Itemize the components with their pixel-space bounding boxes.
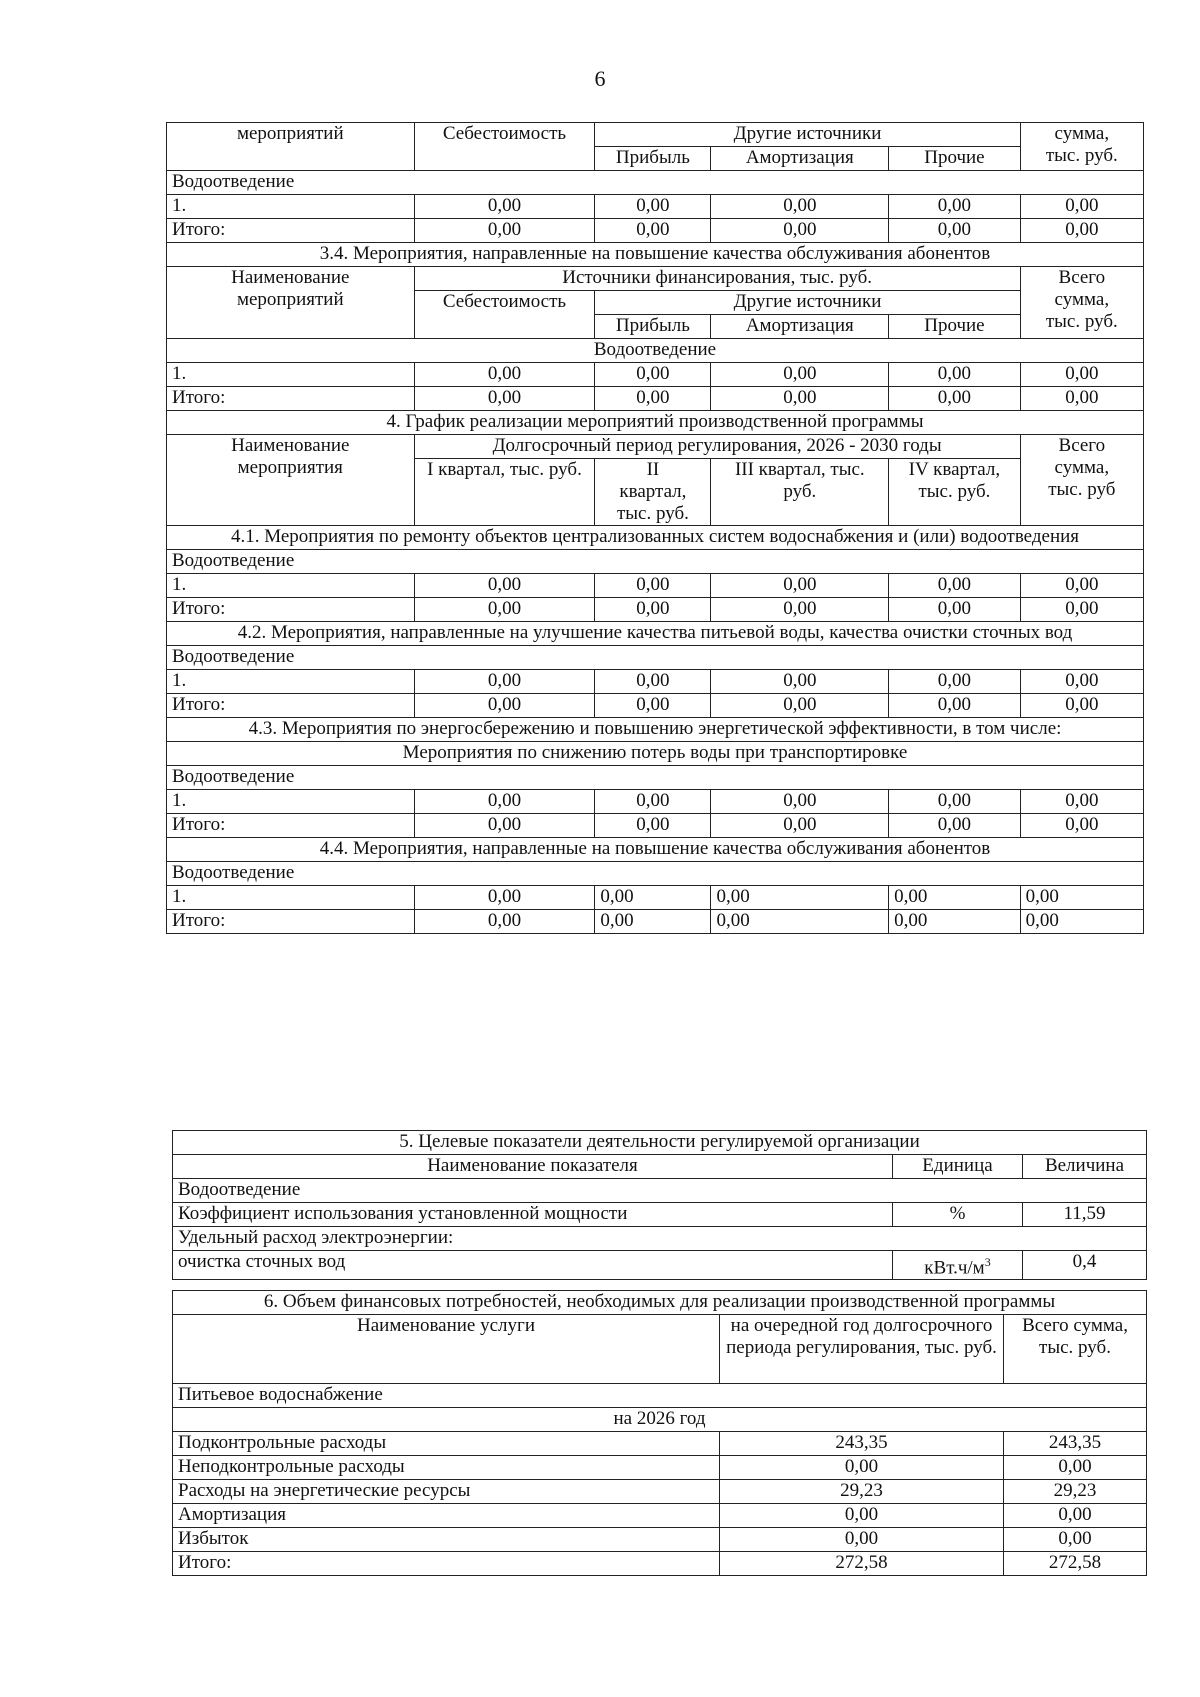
col-period: Долгосрочный период регулирования, 2026 - 2030 годы <box>414 435 1020 459</box>
col-event: мероприятий <box>167 123 415 171</box>
total-row: Итого: 0,00 0,00 0,00 0,00 0,00 <box>167 694 1144 718</box>
group-label: Водоотведение <box>167 646 1144 670</box>
cell-name: Амортизация <box>173 1504 720 1528</box>
table-row <box>173 1456 1147 1480</box>
table-row <box>173 1432 1147 1456</box>
section-title: 4.3. Мероприятия по энергосбережению и повышению энергетической эффективности, в том числе: <box>167 718 1144 742</box>
group-label: Водоотведение <box>167 171 1144 195</box>
total-row: Итого: 0,00 0,00 0,00 0,00 0,00 <box>167 910 1144 934</box>
cell-name: Подконтрольные расходы <box>173 1432 720 1456</box>
cell-name: Избыток <box>173 1528 720 1552</box>
table-row: 1. 0,00 0,00 0,00 0,00 0,00 <box>167 574 1144 598</box>
cell-next: 243,35 <box>720 1432 1004 1456</box>
col-unit: Единица <box>893 1155 1023 1179</box>
col-indicator: Наименование показателя <box>173 1155 893 1179</box>
col-name: Наименование мероприятия <box>167 435 415 526</box>
year-label: на 2026 год <box>173 1408 1147 1432</box>
col-misc: Прочие <box>889 147 1020 171</box>
table-row <box>173 1504 1147 1528</box>
group-label: Водоотведение <box>167 550 1144 574</box>
table-row: Удельный расход электроэнергии: <box>173 1227 1147 1251</box>
col-amortization: Амортизация <box>711 315 889 339</box>
col-amortization: Амортизация <box>711 147 889 171</box>
col-service: Наименование услуги <box>173 1315 720 1384</box>
indicators-table <box>172 1130 1147 1280</box>
col-cost: Себестоимость <box>414 123 595 171</box>
total-row: Итого: 0,00 0,00 0,00 0,00 0,00 <box>167 387 1144 411</box>
table-row: 1. 0,00 0,00 0,00 0,00 0,00 <box>167 790 1144 814</box>
cell-next: 0,00 <box>720 1528 1004 1552</box>
table-row <box>173 1528 1147 1552</box>
cell-name: Расходы на энергетические ресурсы <box>173 1480 720 1504</box>
table-row: 1. 0,00 0,00 0,00 0,00 0,00 <box>167 670 1144 694</box>
table-row: Коэффициент использования установленной мощности % 11,59 <box>173 1203 1147 1227</box>
col-other-sources: Другие источники <box>595 291 1020 315</box>
col-next-year: на очередной год долгосрочного периода регулирования, тыс. руб. <box>720 1315 1004 1384</box>
col-name: Наименование мероприятий <box>167 267 415 339</box>
subsection-title: Мероприятия по снижению потерь воды при транспортировке <box>167 742 1144 766</box>
section-title: 5. Целевые показатели деятельности регулируемой организации <box>173 1131 1147 1155</box>
cell-total: 29,23 <box>1004 1480 1147 1504</box>
table-row: 1. 0,00 0,00 0,00 0,00 0,00 <box>167 886 1144 910</box>
cell-total: 0,00 <box>1004 1504 1147 1528</box>
section-title: 4.4. Мероприятия, направленные на повышение качества обслуживания абонентов <box>167 838 1144 862</box>
col-q2: II квартал, тыс. руб. <box>595 459 711 526</box>
col-total: Всего сумма, тыс. руб <box>1020 435 1143 526</box>
col-other-sources: Другие источники <box>595 123 1020 147</box>
col-total: сумма, тыс. руб. <box>1020 123 1143 171</box>
section-title: 4.2. Мероприятия, направленные на улучшение качества питьевой воды, качества очистки сточных вод <box>167 622 1144 646</box>
table-row <box>173 1480 1147 1504</box>
cell-total: 243,35 <box>1004 1432 1147 1456</box>
table-row: 1. 0,00 0,00 0,00 0,00 0,00 <box>167 363 1144 387</box>
total-row: Итого: 0,00 0,00 0,00 0,00 0,00 <box>167 598 1144 622</box>
col-profit: Прибыль <box>595 315 711 339</box>
group-label: Питьевое водоснабжение <box>173 1384 1147 1408</box>
total-row <box>173 1552 1147 1576</box>
cell-total: 272,58 <box>1004 1552 1147 1576</box>
col-value: Величина <box>1023 1155 1147 1179</box>
col-total: Всего сумма, тыс. руб. <box>1020 267 1143 339</box>
events-table <box>166 122 1144 934</box>
cell-next: 29,23 <box>720 1480 1004 1504</box>
page-number: 6 <box>594 66 606 91</box>
section-title: 6. Объем финансовых потребностей, необходимых для реализации производственной программы <box>173 1291 1147 1315</box>
section-title: 4. График реализации мероприятий производственной программы <box>167 411 1144 435</box>
col-misc: Прочие <box>889 315 1020 339</box>
col-q4: IV квартал, тыс. руб. <box>889 459 1020 526</box>
cell-next: 0,00 <box>720 1456 1004 1480</box>
col-q3: III квартал, тыс. руб. <box>711 459 889 526</box>
cell-total: 0,00 <box>1004 1456 1147 1480</box>
cell-name: Неподконтрольные расходы <box>173 1456 720 1480</box>
col-sources: Источники финансирования, тыс. руб. <box>414 267 1020 291</box>
table-row: очистка сточных вод $кВт.ч/м^3$ 0,4 <box>173 1251 1147 1280</box>
section-title: 3.4. Мероприятия, направленные на повышение качества обслуживания абонентов <box>167 243 1144 267</box>
group-label: Водоотведение <box>173 1179 1147 1203</box>
col-total: Всего сумма, тыс. руб. <box>1004 1315 1147 1384</box>
total-row: Итого: 0,00 0,00 0,00 0,00 0,00 <box>167 814 1144 838</box>
section-title: 4.1. Мероприятия по ремонту объектов централизованных систем водоснабжения и (или) водоотведения <box>167 526 1144 550</box>
financial-needs-table <box>172 1290 1147 1576</box>
group-label: Водоотведение <box>167 339 1144 363</box>
table-row: 1. 0,00 0,00 0,00 0,00 0,00 <box>167 195 1144 219</box>
cell-total: 0,00 <box>1004 1528 1147 1552</box>
col-cost: Себестоимость <box>414 291 595 339</box>
cell-name: Итого: <box>173 1552 720 1576</box>
total-row: Итого: 0,00 0,00 0,00 0,00 0,00 <box>167 219 1144 243</box>
cell-next: 272,58 <box>720 1552 1004 1576</box>
col-q1: I квартал, тыс. руб. <box>414 459 595 526</box>
group-label: Водоотведение <box>167 766 1144 790</box>
col-profit: Прибыль <box>595 147 711 171</box>
cell-next: 0,00 <box>720 1504 1004 1528</box>
group-label: Водоотведение <box>167 862 1144 886</box>
